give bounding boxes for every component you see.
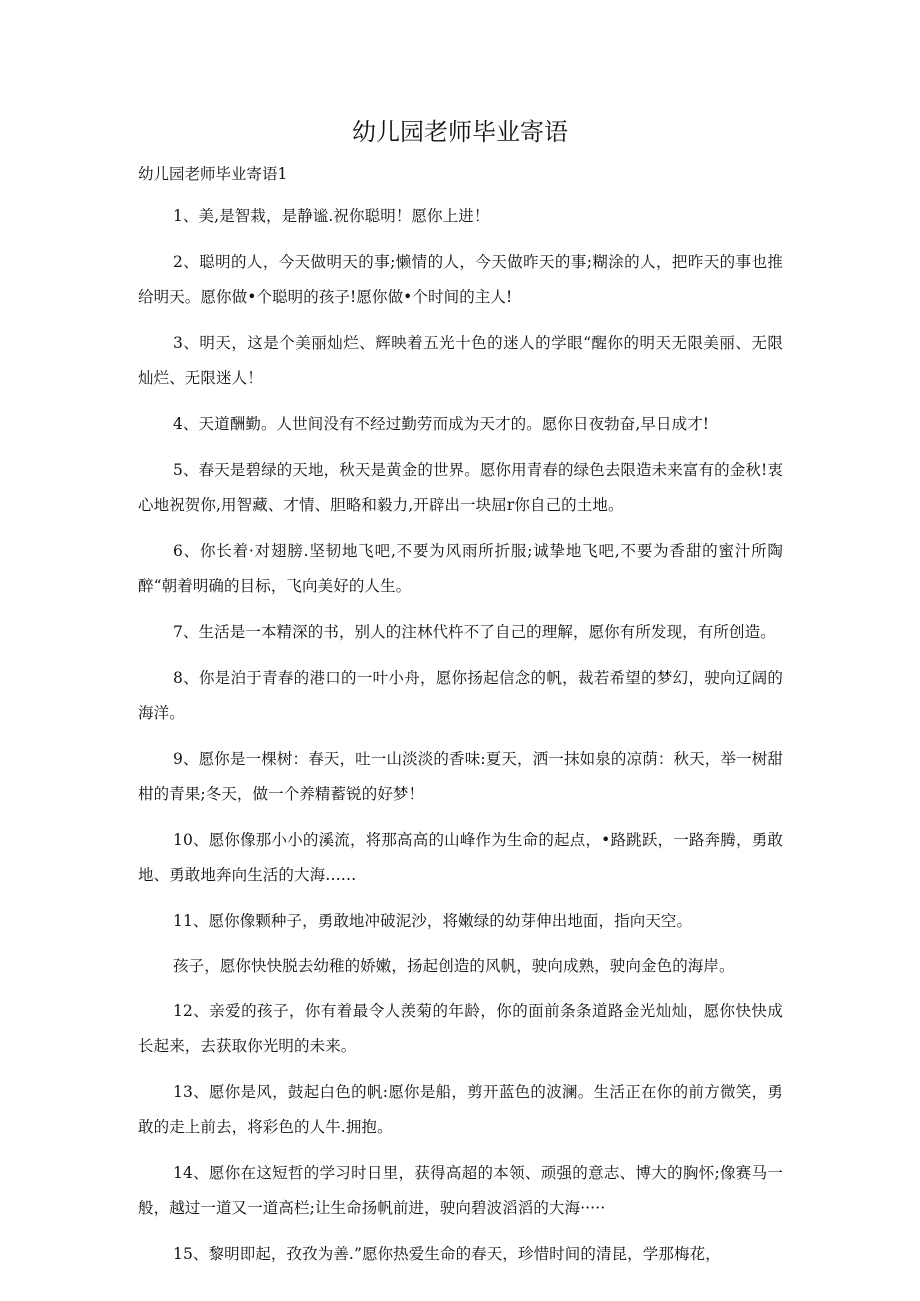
- paragraph-4: 4、天道酬勤。人世间没有不经过勤劳而成为天才的。愿你日夜勃奋,早日成才!: [173, 415, 710, 433]
- paragraph-3: 3、明天，这是个美丽灿烂、辉映着五光十色的迷人的学眼“醒你的明天无限美丽、无限灿烂、无限迷人！: [138, 334, 783, 387]
- paragraph-11b: 孩子，愿你快快脱去幼稚的娇嫩，扬起创造的风帆，驶向成熟，驶向金色的海岸。: [173, 957, 735, 975]
- paragraph-1: 1、美,是智栽，是静谧.祝你聪明！愿你上进！: [173, 207, 490, 225]
- paragraph-10: 10、愿你像那小小的溪流，将那高高的山峰作为生命的起点，•路跳跃，一路奔腾，勇敢地、勇敢地奔向生活的大海……: [138, 831, 783, 884]
- paragraph-14: 14、愿你在这短哲的学习时日里，获得高超的本领、顽强的意志、博大的胸怀;像赛马一般，越过一道又一道高栏;让生命扬帆前进，驶向碧波滔滔的大海·····: [138, 1164, 783, 1217]
- paragraph-11: 11、愿你像颗种子，勇敢地冲破泥沙，将嫩绿的幼芽伸出地面，指向天空。: [173, 912, 693, 930]
- paragraph-6: 6、你长着·对翅膀.坚韧地飞吧,不要为风雨所折服;诚挚地飞吧,不要为香甜的蜜汁所陶醉“朝着明确的目标，飞向美好的人生。: [138, 542, 783, 595]
- paragraph-15: 15、黎明即起，孜孜为善.”愿你热爱生命的春天，珍惜时间的清昆，学那梅花，: [173, 1245, 721, 1263]
- document-title: 幼儿园老师毕业寄语: [352, 118, 568, 146]
- paragraph-13: 13、愿你是风，鼓起白色的帆:愿你是船，剪开蓝色的波澜。生活正在你的前方微笑，勇敢的走上前去，将彩色的人牛.拥抱。: [138, 1083, 783, 1136]
- paragraph-12: 12、亲爱的孩子，你有着最令人羡菊的年龄，你的面前条条道路金光灿灿，愿你快快成长起来，去获取你光明的未来。: [138, 1002, 783, 1055]
- paragraph-2: 2、聪明的人，今天做明天的事;懒情的人，今天做昨天的事;糊涂的人，把昨天的事也推给明天。愿你做•个聪明的孩子!愿你做•个时间的主人!: [138, 253, 783, 306]
- section-heading: 幼儿园老师毕业寄语1: [138, 165, 288, 183]
- paragraph-5: 5、春天是碧绿的天地，秋天是黄金的世界。愿你用青春的绿色去限造未来富有的金秋!衷心地祝贺你,用智藏、才情、胆略和毅力,开辟出一块屈r你自己的土地。: [138, 461, 783, 514]
- paragraph-7: 7、生活是一本精深的书，别人的注林代杵不了自己的理解，愿你有所发现，有所创造。: [173, 623, 776, 641]
- document-body: [138, 199, 783, 1283]
- paragraph-9: 9、愿你是一棵树：春天，吐一山淡淡的香味:夏天，洒一抹如泉的凉荫：秋天，举一树甜柑的青果;冬天，做一个养精蓄锐的好梦！: [138, 750, 783, 803]
- paragraph-8: 8、你是泊于青春的港口的一叶小舟，愿你扬起信念的帆，裁若希望的梦幻，驶向辽阔的海洋。: [138, 669, 783, 722]
